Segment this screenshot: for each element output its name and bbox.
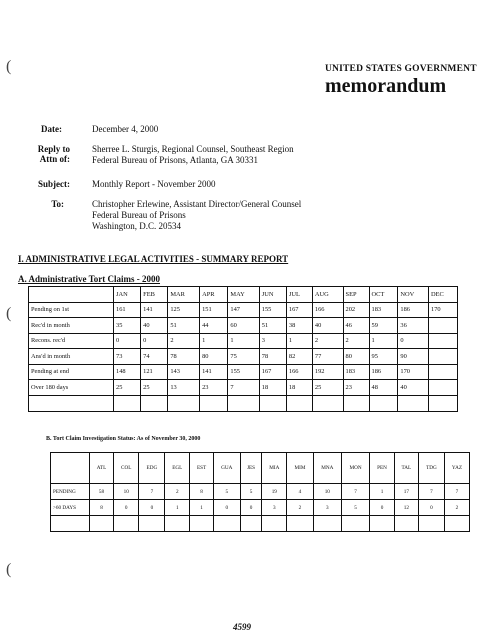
date-value: December 4, 2000 [92,124,159,134]
table-cell: 18 [259,380,286,396]
table-cell: 155 [228,364,259,380]
month-header: MAR [168,287,200,303]
table-cell: 141 [200,364,228,380]
table-cell: 151 [200,302,228,318]
row-label: Rec'd in month [29,318,114,334]
table-cell: 3 [313,500,341,516]
table-cell: 7 [444,484,469,500]
table-cell: 51 [259,318,286,334]
row-label: Recons. rec'd [29,333,114,349]
table-cell: 5 [341,500,369,516]
table-cell: 183 [369,302,398,318]
table-cell: 148 [114,364,141,380]
month-header: DEC [429,287,458,303]
margin-mark: ( [6,58,12,75]
table-cell: 58 [90,484,114,500]
table-cell: 23 [343,380,369,396]
table-cell [200,395,228,411]
table-cell: 90 [398,349,429,365]
table-cell: 167 [286,302,312,318]
table-cell: 143 [168,364,200,380]
month-header: OCT [369,287,398,303]
table-row [29,302,458,318]
table-cell [394,516,418,532]
table-header-row [29,287,458,303]
table-cell: 1 [286,333,312,349]
table-cell: 0 [240,500,262,516]
table-cell: 80 [343,349,369,365]
table-cell [51,516,90,532]
table-cell: 8 [190,484,214,500]
margin-mark: ( [6,561,12,578]
facility-header: EDG [139,453,165,484]
table-cell: 12 [394,500,418,516]
table-cell [165,516,190,532]
facility-header: TAL [394,453,418,484]
table-cell [240,516,262,532]
month-header: JUL [286,287,312,303]
facility-header: PEN [370,453,395,484]
table-cell [419,516,445,532]
table-cell: 2 [165,484,190,500]
facility-header: MNA [313,453,341,484]
to-label: To: [51,199,64,209]
month-header: JAN [114,287,141,303]
page-number: 4599 [233,622,251,632]
table-cell: 186 [398,302,429,318]
table-cell [213,516,240,532]
table-row [51,516,470,532]
table-cell [141,395,168,411]
facility-header: MIA [262,453,287,484]
table-row [29,333,458,349]
table-cell: 166 [312,302,343,318]
month-header: MAY [228,287,259,303]
table-b-title: B. Tort Claim Investigation Status: As of November 30, 2000 [46,436,201,442]
table-cell: 0 [114,500,139,516]
table-cell [168,395,200,411]
table-cell: 40 [398,380,429,396]
table-cell [114,516,139,532]
table-cell: 23 [200,380,228,396]
to-value: Christopher Erlewine, Assistant Director/General Counsel Federal Bureau of Prisons Washington, D.C. 20534 [92,199,302,231]
table-a-title: A. Administrative Tort Claims - 2000 [18,274,161,284]
table-row [29,349,458,365]
table-cell: 167 [259,364,286,380]
table-cell: 59 [369,318,398,334]
table-cell: 166 [286,364,312,380]
table-cell: 5 [240,484,262,500]
table-cell: 19 [262,484,287,500]
month-header: NOV [398,287,429,303]
subject-label: Subject: [38,179,70,189]
table-cell: 147 [228,302,259,318]
table-cell: 77 [312,349,343,365]
table-cell [286,395,312,411]
table-cell: 125 [168,302,200,318]
table-cell: 3 [259,333,286,349]
table-cell: 1 [200,333,228,349]
subject-value: Monthly Report - November 2000 [92,179,216,189]
table-cell [90,516,114,532]
header-cell [29,287,114,303]
reply-value: Sherree L. Sturgis, Regional Counsel, Southeast Region Federal Bureau of Prisons, Atlanta, GA 30331 [92,144,294,165]
table-cell: 80 [200,349,228,365]
table-cell [444,516,469,532]
table-cell: 0 [370,500,395,516]
table-cell: 2 [444,500,469,516]
reply-label: Reply to Attn of: [37,144,70,164]
table-cell: 170 [398,364,429,380]
tort-claims-table [28,286,458,412]
table-cell [369,395,398,411]
table-header-row [51,453,470,484]
facility-header: TDG [419,453,445,484]
table-cell: 25 [312,380,343,396]
table-cell [29,395,114,411]
table-cell [429,318,458,334]
table-cell: 2 [312,333,343,349]
facility-header: ATL [90,453,114,484]
facility-header: GUA [213,453,240,484]
row-label: Ans'd in month [29,349,114,365]
table-cell: 1 [165,500,190,516]
table-row [29,364,458,380]
table-cell: 155 [259,302,286,318]
month-header: FEB [141,287,168,303]
table-cell: 8 [90,500,114,516]
date-label: Date: [41,124,62,134]
table-cell: 2 [343,333,369,349]
table-cell: 74 [141,349,168,365]
table-cell: 2 [287,500,313,516]
facility-header: EST [190,453,214,484]
table-cell: 40 [312,318,343,334]
table-cell: 51 [168,318,200,334]
table-cell: 1 [370,484,395,500]
row-label: Pending on 1st [29,302,114,318]
table-cell: 36 [398,318,429,334]
table-cell: 10 [313,484,341,500]
table-row [51,484,470,500]
table-cell: 2 [168,333,200,349]
table-cell [429,395,458,411]
table-cell: 192 [312,364,343,380]
table-cell: 0 [139,500,165,516]
facility-header: JES [240,453,262,484]
table-cell: 1 [228,333,259,349]
table-cell [429,364,458,380]
table-row [29,318,458,334]
row-label: Pending at end [29,364,114,380]
table-cell: 3 [262,500,287,516]
table-cell: 35 [114,318,141,334]
table-cell [429,349,458,365]
table-cell [343,395,369,411]
table-cell: 95 [369,349,398,365]
table-cell: 161 [114,302,141,318]
table-cell: 60 [228,318,259,334]
facility-header [51,453,90,484]
table-cell: 141 [141,302,168,318]
table-cell: 38 [286,318,312,334]
table-row [29,395,458,411]
section-title: I. ADMINISTRATIVE LEGAL ACTIVITIES - SUMMARY REPORT [18,254,289,264]
margin-mark: ( [6,305,12,322]
table-cell: 1 [369,333,398,349]
table-cell [312,395,343,411]
month-header: SEP [343,287,369,303]
row-label: PENDING [51,484,90,500]
facility-header: MON [341,453,369,484]
government-header: UNITED STATES GOVERNMENT [325,64,477,74]
table-cell: 121 [141,364,168,380]
table-cell: 46 [343,318,369,334]
table-cell: 73 [114,349,141,365]
table-cell: 17 [394,484,418,500]
facility-header: MIM [287,453,313,484]
table-cell [190,516,214,532]
table-cell: 0 [419,500,445,516]
table-cell [313,516,341,532]
table-cell: 7 [341,484,369,500]
table-cell [228,395,259,411]
table-cell: 4 [287,484,313,500]
month-header: AUG [312,287,343,303]
table-cell: 25 [114,380,141,396]
table-cell: 0 [141,333,168,349]
investigation-status-table [50,452,470,532]
table-cell: 13 [168,380,200,396]
table-cell: 202 [343,302,369,318]
table-cell: 0 [213,500,240,516]
table-cell: 5 [213,484,240,500]
facility-header: EGL [165,453,190,484]
table-cell [398,395,429,411]
table-cell [262,516,287,532]
month-header: APR [200,287,228,303]
table-cell: 78 [259,349,286,365]
table-cell: 10 [114,484,139,500]
table-cell: 0 [398,333,429,349]
table-cell: 78 [168,349,200,365]
table-cell: 183 [343,364,369,380]
table-cell: 0 [114,333,141,349]
table-cell: 25 [141,380,168,396]
facility-header: COL [114,453,139,484]
table-cell: 7 [139,484,165,500]
table-cell: 75 [228,349,259,365]
table-cell [370,516,395,532]
facility-header: YAZ [444,453,469,484]
month-header: JUN [259,287,286,303]
table-cell [341,516,369,532]
table-cell: 18 [286,380,312,396]
table-cell [139,516,165,532]
memo-title: memorandum [325,75,447,97]
table-cell: 170 [429,302,458,318]
table-cell: 44 [200,318,228,334]
table-cell [287,516,313,532]
table-cell: 186 [369,364,398,380]
row-label: Over 180 days [29,380,114,396]
table-cell: 48 [369,380,398,396]
row-label: >60 DAYS [51,500,90,516]
table-cell [429,333,458,349]
table-cell [259,395,286,411]
table-row [29,380,458,396]
table-cell [114,395,141,411]
table-cell [429,380,458,396]
table-cell: 7 [419,484,445,500]
table-cell: 1 [190,500,214,516]
table-row [51,500,470,516]
table-cell: 40 [141,318,168,334]
table-cell: 82 [286,349,312,365]
table-cell: 7 [228,380,259,396]
